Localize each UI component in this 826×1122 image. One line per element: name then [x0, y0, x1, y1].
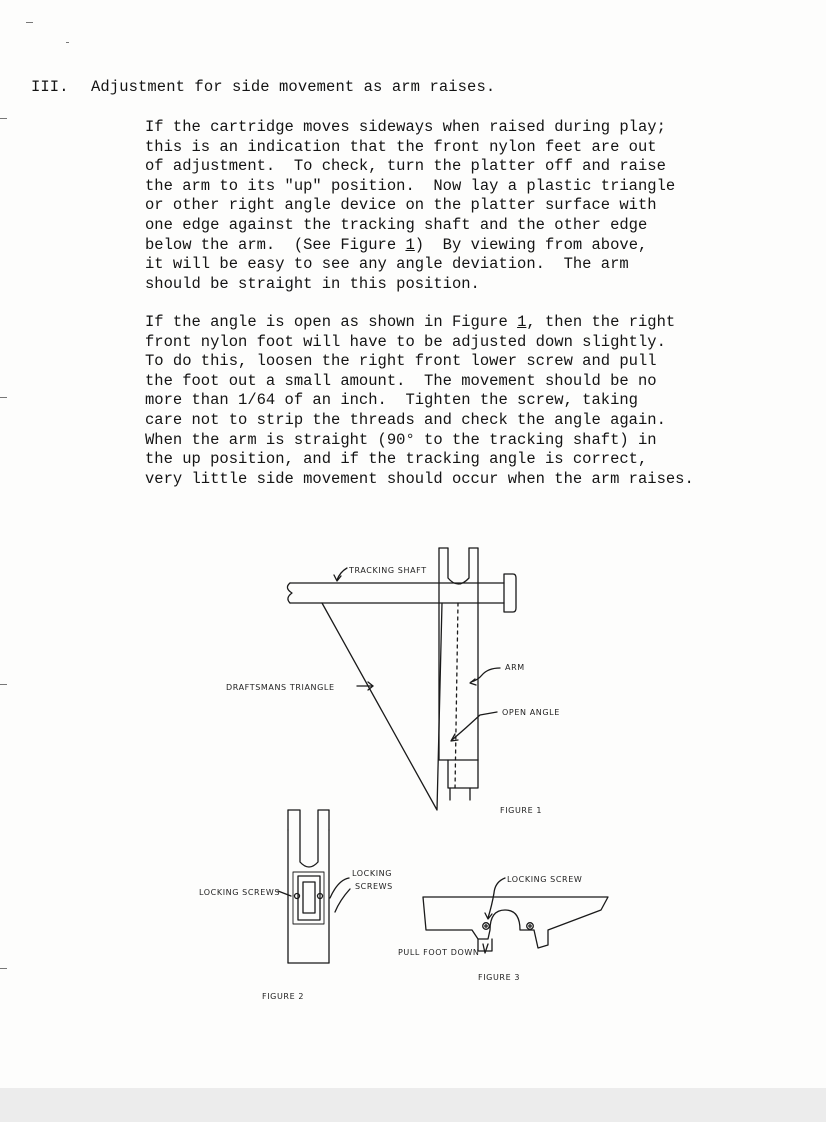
- label-locking-screws-left: LOCKING SCREWS: [199, 888, 281, 897]
- text-line: When the arm is straight (90° to the tracking shaft) in: [145, 430, 657, 449]
- text-line: To do this, loosen the right front lower screw and pull: [145, 352, 657, 371]
- text-line: care not to strip the threads and check the angle again.: [145, 410, 666, 429]
- figure-1-caption: FIGURE 1: [500, 806, 543, 815]
- text-line: this is an indication that the front nylon feet are out: [145, 137, 657, 156]
- text-line: the foot out a small amount. The movement should be no: [145, 371, 657, 390]
- label-open-angle: OPEN ANGLE: [502, 708, 560, 717]
- label-arm: ARM: [505, 663, 525, 672]
- text-line: the up position, and if the tracking angle is correct,: [145, 450, 648, 469]
- label-tracking-shaft: TRACKING SHAFT: [349, 566, 427, 575]
- text-segment: ) By viewing from above,: [414, 235, 648, 254]
- figure-2-drawing: [278, 810, 350, 963]
- label-pull-foot-down: PULL FOOT DOWN: [398, 948, 480, 957]
- text-line: front nylon foot will have to be adjusted down slightly.: [145, 332, 666, 351]
- figure-2-caption: FIGURE 2: [262, 992, 305, 1001]
- figure-reference: 1: [517, 313, 527, 331]
- label-locking-screw: LOCKING SCREW: [507, 875, 583, 884]
- text-line: very little side movement should occur when the arm raises.: [145, 469, 694, 488]
- section-title: Adjustment for side movement as arm raises.: [91, 78, 496, 96]
- text-line: should be straight in this position.: [145, 274, 480, 293]
- label-draftsmans-triangle: DRAFTSMANS TRIANGLE: [226, 683, 335, 692]
- label-locking-screws-right-1: LOCKING: [352, 869, 393, 878]
- text-segment: , then the right: [526, 313, 676, 331]
- section-number: III.: [31, 78, 69, 96]
- text-line: If the cartridge moves sideways when raised during play;: [145, 118, 666, 136]
- figure-3-caption: FIGURE 3: [478, 973, 521, 982]
- figure-3-drawing: [423, 878, 608, 953]
- figure-1-drawing: [287, 548, 516, 810]
- text-line: one edge against the tracking shaft and the other edge: [145, 215, 648, 234]
- text-line: of adjustment. To check, turn the platter off and raise: [145, 157, 666, 176]
- text-line: more than 1/64 of an inch. Tighten the screw, taking: [145, 391, 638, 410]
- text-line: or other right angle device on the platter surface with: [145, 196, 657, 215]
- text-segment: below the arm. (See Figure: [145, 235, 406, 254]
- figure-reference: 1: [405, 235, 415, 254]
- text-line: the arm to its "up" position. Now lay a plastic triangle: [145, 176, 676, 195]
- text-segment: If the angle is open as shown in Figure: [145, 313, 518, 331]
- label-locking-screws-right-2: SCREWS: [355, 882, 393, 891]
- text-line: it will be easy to see any angle deviation. The arm: [145, 255, 629, 274]
